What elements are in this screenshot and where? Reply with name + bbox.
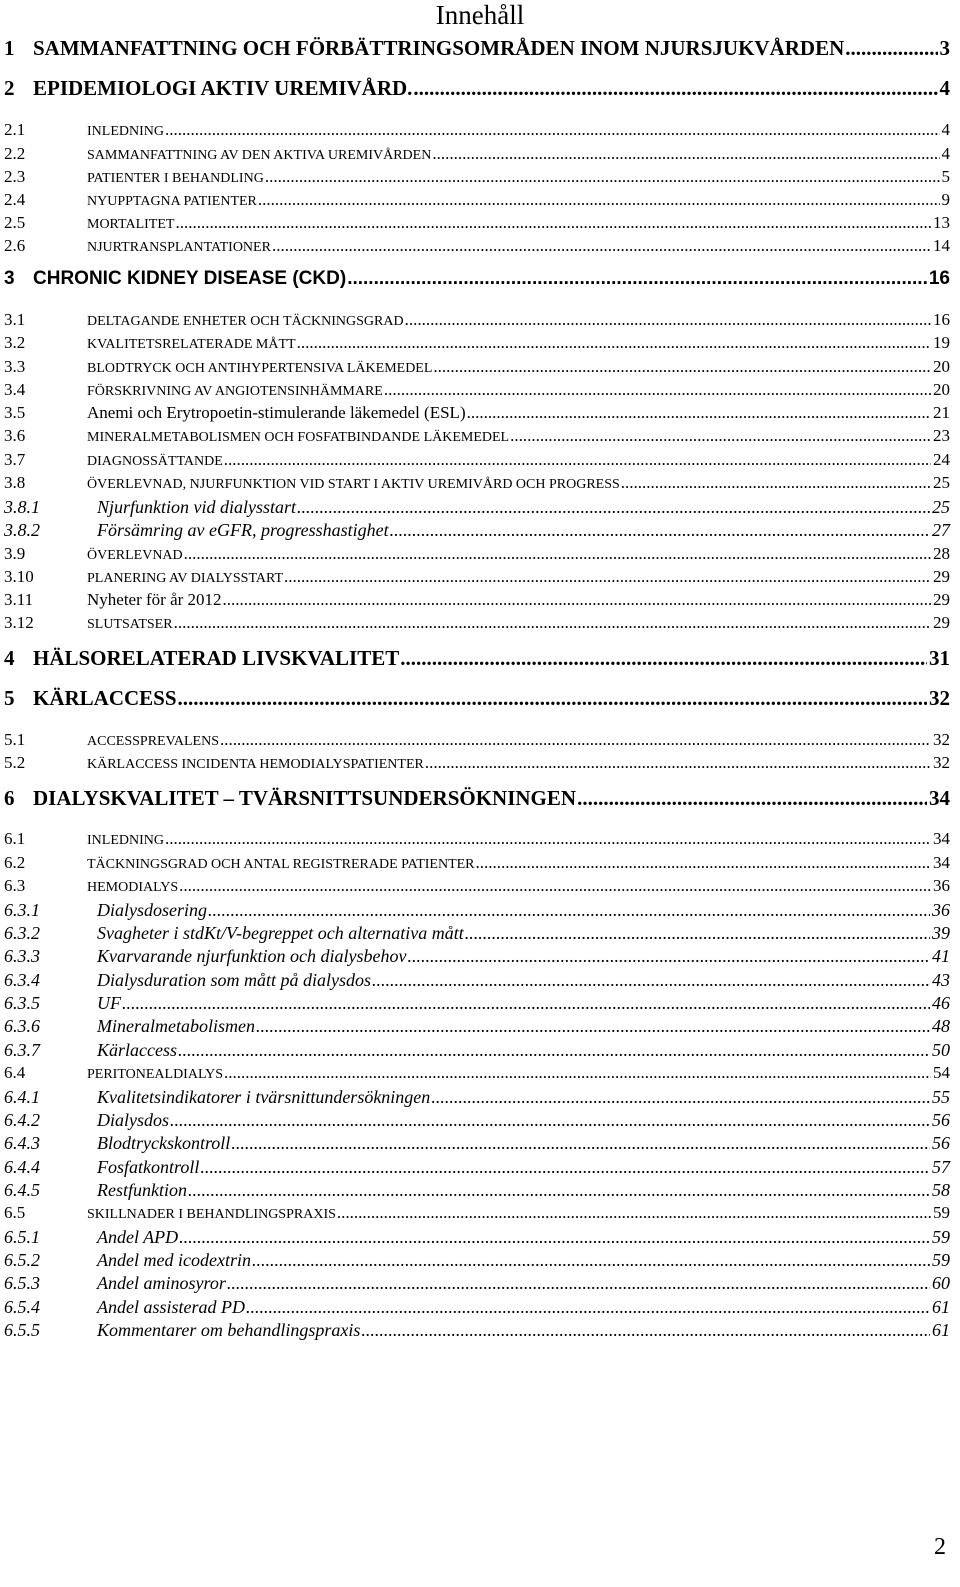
dot-leader [465, 923, 930, 944]
toc-entry-number: 3.8.1 [4, 497, 40, 517]
toc-entry-number: 6.3.5 [4, 993, 40, 1013]
dot-leader [179, 1227, 930, 1248]
dot-leader [413, 76, 937, 101]
toc-entry-number: 2.6 [4, 236, 26, 255]
toc-entry-number: 3.10 [4, 567, 34, 586]
toc-entry[interactable] [0, 497, 960, 518]
dot-leader [246, 1297, 930, 1318]
toc-entry-page: 54 [933, 1063, 950, 1082]
dot-leader [337, 1203, 931, 1223]
toc-entry-title[interactable]: DIAGNOSSÄTTANDE [87, 454, 223, 469]
toc-entry-page: 55 [932, 1087, 950, 1107]
toc-entry-page: 4 [941, 120, 950, 139]
toc-entry-page: 13 [933, 213, 950, 232]
toc-entry-title[interactable]: PERITONEALDIALYS [87, 1067, 224, 1082]
dot-leader [258, 190, 940, 210]
toc-entry[interactable] [0, 646, 960, 671]
toc-entry-number: 1 [4, 36, 15, 60]
toc-entry-title[interactable]: TÄCKNINGSGRAD OCH ANTAL REGISTRERADE PATIENTER [87, 857, 475, 872]
toc-entry-title[interactable]: Andel med icodextrin [97, 1250, 251, 1270]
toc-entry-title[interactable]: ACCESSPREVALENS [87, 734, 220, 749]
toc-entry-title[interactable]: Kärlaccess [97, 1040, 177, 1060]
toc-entry-title[interactable]: INLEDNING [87, 833, 164, 848]
toc-entry-page: 25 [933, 473, 950, 492]
toc-entry[interactable] [0, 403, 960, 423]
toc-entry-page: 20 [933, 357, 950, 376]
toc-entry[interactable] [0, 946, 960, 967]
toc-entry-title[interactable]: ÖVERLEVNAD [87, 548, 183, 563]
toc-entry-number: 3.5 [4, 403, 26, 422]
dot-leader [284, 567, 931, 587]
dot-leader [200, 1157, 930, 1178]
toc-entry-title[interactable]: Fosfatkontroll [97, 1157, 200, 1177]
toc-entry-page: 58 [932, 1180, 950, 1200]
dot-leader [476, 853, 931, 873]
toc-entry-number: 6.4.3 [4, 1133, 40, 1153]
toc-entry[interactable] [0, 426, 960, 446]
toc-entry-page: 43 [932, 970, 950, 990]
toc-entry-title[interactable]: Dialysdos [97, 1110, 169, 1130]
toc-entry-number: 6.3.2 [4, 923, 40, 943]
toc-entry-number: 3 [4, 268, 15, 289]
toc-entry[interactable] [0, 753, 960, 773]
toc-entry-number: 6.4.1 [4, 1087, 40, 1107]
toc-entry-page: 29 [933, 613, 950, 632]
toc-entry[interactable] [0, 167, 960, 187]
toc-entry-page: 32 [933, 753, 950, 772]
dot-leader [170, 1110, 930, 1131]
toc-entry-page: 50 [932, 1040, 950, 1060]
toc-entry-page: 39 [932, 923, 950, 943]
toc-entry-title[interactable]: ÖVERLEVNAD, NJURFUNKTION VID START I AKTIV UREMIVÅRD OCH PROGRESS [87, 477, 620, 492]
toc-entry-title[interactable]: Kommentarer om behandlingspraxis [97, 1320, 361, 1340]
dot-leader [347, 268, 927, 290]
toc-entry[interactable] [0, 853, 960, 873]
toc-entry-page: 27 [932, 520, 950, 540]
dot-leader [361, 1320, 930, 1341]
toc-entry-page: 34 [929, 786, 950, 810]
toc-entry[interactable] [0, 786, 960, 811]
toc-entry[interactable] [0, 876, 960, 896]
toc-entry-title[interactable]: SAMMANFATTNING AV DEN AKTIVA UREMIVÅRDEN [87, 148, 432, 163]
toc-entry-number: 3.6 [4, 426, 26, 445]
dot-leader [510, 426, 931, 446]
toc-entry[interactable] [0, 686, 960, 711]
toc-entry-page: 21 [933, 403, 950, 422]
toc-entry-number: 3.8.2 [4, 520, 40, 540]
toc-entry-number: 3.1 [4, 310, 26, 329]
dot-leader [431, 1087, 930, 1108]
toc-entry-page: 14 [933, 236, 950, 255]
toc-entry-number: 6.3.3 [4, 946, 40, 966]
dot-leader [384, 380, 931, 400]
toc-entry-number: 6.5.4 [4, 1297, 40, 1317]
toc-entry-page: 25 [932, 497, 950, 517]
toc-entry-page: 57 [932, 1157, 950, 1177]
toc-entry[interactable] [0, 544, 960, 564]
toc-entry-number: 5 [4, 686, 15, 710]
toc-entry-page: 59 [932, 1250, 950, 1270]
toc-entry-number: 6.3 [4, 876, 26, 895]
toc-entry-page: 19 [933, 333, 950, 352]
dot-leader [208, 900, 930, 921]
toc-entry-page: 59 [933, 1203, 950, 1222]
dot-leader [405, 310, 931, 330]
toc-entry-title[interactable]: EPIDEMIOLOGI AKTIV UREMIVÅRD. [33, 76, 413, 100]
toc-entry[interactable] [0, 613, 960, 633]
toc-entry-number: 2 [4, 76, 15, 100]
toc-entry[interactable] [0, 333, 960, 353]
toc-entry-number: 6.5.2 [4, 1250, 40, 1270]
dot-leader [467, 403, 931, 423]
toc-entry[interactable] [0, 1157, 960, 1178]
toc-entry[interactable] [0, 473, 960, 493]
toc-entry[interactable] [0, 993, 960, 1014]
toc-entry[interactable] [0, 36, 960, 61]
toc-entry-number: 6.3.4 [4, 970, 40, 990]
toc-entry-number: 3.7 [4, 450, 26, 469]
dot-leader [165, 829, 931, 849]
toc-entry-title[interactable]: SLUTSATSER [87, 617, 173, 632]
toc-entry[interactable] [0, 213, 960, 233]
toc-entry[interactable] [0, 1087, 960, 1108]
toc-entry-number: 2.4 [4, 190, 26, 209]
toc-entry-number: 6.3.6 [4, 1016, 40, 1036]
toc-entry[interactable] [0, 1063, 960, 1083]
dot-leader [252, 1250, 930, 1271]
toc-entry-number: 6.4.2 [4, 1110, 40, 1130]
toc-entry-page: 36 [933, 876, 950, 895]
toc-entry-title[interactable]: MORTALITET [87, 217, 175, 232]
toc-entry[interactable] [0, 567, 960, 587]
toc-entry-number: 3.4 [4, 380, 26, 399]
toc-entry[interactable] [0, 923, 960, 944]
toc-entry[interactable] [0, 76, 960, 101]
toc-entry-number: 3.9 [4, 544, 26, 563]
toc-entry-title[interactable]: BLODTRYCK OCH ANTIHYPERTENSIVA LÄKEMEDEL [87, 361, 433, 376]
toc-entry-page: 41 [932, 946, 950, 966]
dot-leader [231, 1133, 930, 1154]
toc-entry[interactable] [0, 1133, 960, 1154]
toc-entry[interactable] [0, 144, 960, 164]
toc-entry-title[interactable]: NYUPPTAGNA PATIENTER [87, 194, 257, 209]
toc-entry[interactable] [0, 268, 960, 290]
toc-entry-page: 5 [941, 167, 950, 186]
dot-leader [272, 236, 931, 256]
dot-leader [188, 1180, 930, 1201]
toc-entry[interactable] [0, 1320, 960, 1341]
toc-entry-number: 6.1 [4, 829, 26, 848]
toc-entry-number: 6.5.5 [4, 1320, 40, 1340]
toc-entry-number: 6.4.4 [4, 1157, 40, 1177]
toc-entry-title[interactable]: DIALYSKVALITET – TVÄRSNITTSUNDERSÖKNINGEN [33, 786, 577, 810]
toc-entry-title[interactable]: FÖRSKRIVNING AV ANGIOTENSINHÄMMARE [87, 384, 383, 399]
toc-entry-number: 3.8 [4, 473, 26, 492]
dot-leader [227, 1273, 930, 1294]
page-title: Innehåll [435, 0, 525, 30]
toc-entry-page: 16 [933, 310, 950, 329]
toc-entry-number: 2.5 [4, 213, 26, 232]
toc-entry-page: 61 [932, 1320, 950, 1340]
toc-entry-number: 3.12 [4, 613, 34, 632]
dot-leader [224, 450, 931, 470]
toc-entry-title[interactable]: SKILLNADER I BEHANDLINGSPRAXIS [87, 1207, 336, 1222]
toc-entry-number: 6.4.5 [4, 1180, 40, 1200]
toc-entry-title[interactable]: Dialysduration som mått på dialysdos [97, 970, 372, 990]
toc-entry-page: 36 [932, 900, 950, 920]
toc-entry-title[interactable]: Försämring av eGFR, progresshastighet [97, 520, 389, 540]
toc-entry-page: 46 [932, 993, 950, 1013]
toc-entry-title[interactable]: MINERALMETABOLISMEN OCH FOSFATBINDANDE LÄKEMEDEL [87, 430, 510, 445]
toc-entry-title[interactable]: HÄLSORELATERAD LIVSKVALITET [33, 646, 400, 670]
toc-entry[interactable] [0, 450, 960, 470]
dot-leader [433, 357, 931, 377]
toc-entry-title[interactable]: Mineralmetabolismen [97, 1016, 255, 1036]
toc-entry-page: 34 [933, 853, 950, 872]
toc-entry-title[interactable]: Andel APD [97, 1227, 179, 1247]
dot-leader [432, 144, 939, 164]
toc-entry[interactable] [0, 120, 960, 140]
toc-entry-title[interactable]: Blodtryckskontroll [97, 1133, 231, 1153]
toc-entry[interactable] [0, 1040, 960, 1061]
toc-entry-number: 6.3.7 [4, 1040, 40, 1060]
toc-entry[interactable] [0, 1273, 960, 1294]
toc-entry-title[interactable]: KÄRLACCESS INCIDENTA HEMODIALYSPATIENTER [87, 757, 424, 772]
toc-entry-page: 28 [933, 544, 950, 563]
toc-entry-title[interactable]: Kvalitetsindikatorer i tvärsnittundersökningen [97, 1087, 431, 1107]
dot-leader [400, 646, 927, 671]
dot-leader [122, 993, 930, 1014]
dot-leader [184, 544, 931, 564]
dot-leader [265, 167, 940, 187]
toc-entry[interactable] [0, 590, 960, 610]
toc-entry-number: 2.3 [4, 167, 26, 186]
toc-entry-page: 59 [932, 1227, 950, 1247]
toc-entry-page: 56 [932, 1110, 950, 1130]
toc-entry-title[interactable]: SAMMANFATTNING OCH FÖRBÄTTRINGSOMRÅDEN INOM NJURSJUKVÅRDEN [33, 36, 845, 60]
toc-entry-page: 32 [929, 686, 950, 710]
toc-entry-title[interactable]: Nyheter för år 2012 [87, 590, 222, 609]
toc-entry-title[interactable]: NJURTRANSPLANTATIONER [87, 240, 271, 255]
toc-entry-title[interactable]: Svagheter i stdKt/V-begreppet och alternativa mått [97, 923, 464, 943]
toc-entry-title[interactable]: UF [97, 993, 121, 1013]
toc-entry-page: 3 [939, 36, 950, 60]
toc-entry-title[interactable]: Njurfunktion vid dialysstart [97, 497, 297, 517]
toc-entry[interactable] [0, 357, 960, 377]
toc-entry-number: 6.4 [4, 1063, 26, 1082]
toc-entry-page: 24 [933, 450, 950, 469]
toc-entry-page: 32 [933, 730, 950, 749]
toc-entry-page: 34 [933, 829, 950, 848]
dot-leader [178, 686, 927, 711]
dot-leader [577, 786, 927, 811]
toc-entry[interactable] [0, 1250, 960, 1271]
toc-entry[interactable] [0, 236, 960, 256]
toc-entry-page: 29 [933, 567, 950, 586]
toc-entry[interactable] [0, 190, 960, 210]
toc-entry[interactable] [0, 1297, 960, 1318]
toc-entry-number: 2.2 [4, 144, 26, 163]
toc-entry[interactable] [0, 1203, 960, 1223]
dot-leader [223, 590, 931, 610]
toc-entry-page: 23 [933, 426, 950, 445]
toc-entry[interactable] [0, 900, 960, 921]
dot-leader [224, 1063, 931, 1083]
toc-entry-title[interactable]: Anemi och Erytropoetin-stimulerande läkemedel (ESL) [87, 403, 466, 422]
toc-entry-title[interactable]: CHRONIC KIDNEY DISEASE (CKD) [33, 268, 347, 289]
toc-entry[interactable] [0, 829, 960, 849]
dot-leader [165, 120, 940, 140]
dot-leader [175, 213, 931, 233]
dot-leader [256, 1016, 930, 1037]
toc-entry-number: 6.5.1 [4, 1227, 40, 1247]
toc-entry-title[interactable]: Andel assisterad PD [97, 1297, 245, 1317]
toc-entry-page: 4 [939, 76, 950, 100]
toc-entry-title[interactable]: DELTAGANDE ENHETER OCH TÄCKNINGSGRAD [87, 314, 404, 329]
toc-entry[interactable] [0, 1016, 960, 1037]
toc-entry-title[interactable]: KVALITETSRELATERADE MÅTT [87, 337, 296, 352]
toc-entry[interactable] [0, 380, 960, 400]
toc-entry-page: 60 [932, 1273, 950, 1293]
toc-entry-page: 61 [932, 1297, 950, 1317]
toc-entry[interactable] [0, 520, 960, 541]
toc-entry-page: 48 [932, 1016, 950, 1036]
toc-entry[interactable] [0, 310, 960, 330]
toc-entry-title[interactable]: Restfunktion [97, 1180, 187, 1200]
toc-entry-page: 31 [929, 646, 950, 670]
toc-entry-number: 6.5 [4, 1203, 26, 1222]
toc-entry[interactable] [0, 970, 960, 991]
toc-entry-number: 4 [4, 646, 15, 670]
dot-leader [179, 876, 931, 896]
dot-leader [297, 333, 931, 353]
toc-entry-number: 3.2 [4, 333, 26, 352]
toc-entry-title[interactable]: Dialysdosering [97, 900, 207, 920]
toc-entry-title[interactable]: Kvarvarande njurfunktion och dialysbehov [97, 946, 407, 966]
toc-entry-number: 3.11 [4, 590, 34, 609]
dot-leader [390, 520, 930, 541]
toc-entry-number: 5.1 [4, 730, 26, 749]
toc-entry-page: 4 [941, 144, 950, 163]
toc-entry-number: 2.1 [4, 120, 26, 139]
toc-entry-page: 16 [928, 268, 950, 289]
toc-entry-number: 5.2 [4, 753, 26, 772]
toc-entry-page: 29 [933, 590, 950, 609]
toc-entry-page: 9 [941, 190, 950, 209]
dot-leader [372, 970, 930, 991]
toc-entry-title[interactable]: HEMODIALYS [87, 880, 179, 895]
dot-leader [297, 497, 930, 518]
dot-leader [845, 36, 937, 61]
toc-entry-title[interactable]: PLANERING AV DIALYSSTART [87, 571, 284, 586]
toc-entry-title[interactable]: PATIENTER I BEHANDLING [87, 171, 264, 186]
toc-entry-number: 6.3.1 [4, 900, 40, 920]
toc-entry[interactable] [0, 730, 960, 750]
dot-leader [178, 1040, 930, 1061]
toc-entry-page: 20 [933, 380, 950, 399]
dot-leader [174, 613, 931, 633]
page-number: 2 [934, 1534, 946, 1560]
toc-entry[interactable] [0, 1180, 960, 1201]
toc-entry-title[interactable]: Andel aminosyror [97, 1273, 226, 1293]
dot-leader [425, 753, 931, 773]
toc-entry[interactable] [0, 1110, 960, 1131]
toc-entry-number: 3.3 [4, 357, 26, 376]
toc-entry-title[interactable]: KÄRLACCESS [33, 686, 177, 710]
toc-entry[interactable] [0, 1227, 960, 1248]
toc-entry-number: 6 [4, 786, 15, 810]
toc-entry-number: 6.5.3 [4, 1273, 40, 1293]
toc-entry-page: 56 [932, 1133, 950, 1153]
dot-leader [407, 946, 930, 967]
toc-entry-title[interactable]: INLEDNING [87, 124, 164, 139]
dot-leader [220, 730, 931, 750]
dot-leader [621, 473, 931, 493]
toc-entry-number: 6.2 [4, 853, 26, 872]
